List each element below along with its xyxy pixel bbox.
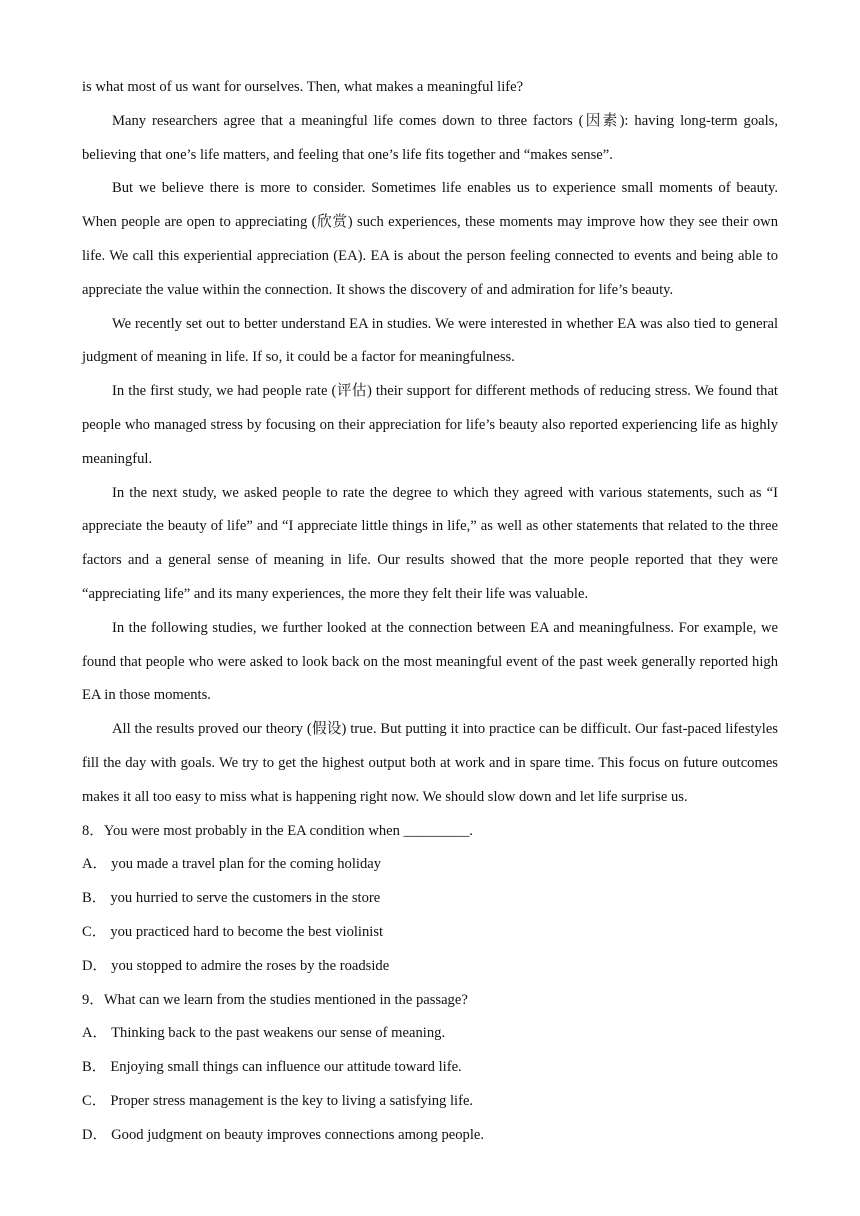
option-text: you hurried to serve the customers in the store xyxy=(110,890,381,907)
paragraph-7: In the following studies, we further looked at the connection between EA and meaningfulness. For example, we found that people who were asked to look back on the most meaningful event of the past week generally reported high EA in those moments. xyxy=(82,619,778,704)
option-text: Proper stress management is the key to living a satisfying life. xyxy=(110,1092,474,1109)
option-text: Thinking back to the past weakens our sense of meaning. xyxy=(111,1025,446,1042)
option-label: A． xyxy=(82,1025,108,1042)
option-text: you made a travel plan for the coming holiday xyxy=(111,856,382,873)
option-label: D． xyxy=(82,957,108,974)
option-label: D． xyxy=(82,1126,108,1143)
option-text: you stopped to admire the roses by the roadside xyxy=(111,957,390,974)
paragraph-8: All the results proved our theory (假设) true. But putting it into practice can be difficult. Our fast-paced lifestyles fill the day with goals. We try to get the highest output both at work and in spare time. This focus on future outcomes makes it all too easy to miss what is happening right now. We should slow down and let life surprise us. xyxy=(82,721,778,805)
option-label: A． xyxy=(82,856,108,873)
paragraph-1: is what most of us want for ourselves. Then, what makes a meaningful life? xyxy=(82,79,524,95)
question-number: 9． xyxy=(82,991,104,1008)
option-c[interactable] xyxy=(82,916,778,950)
paragraph-4: We recently set out to better understand EA in studies. We were interested in whether EA was also tied to general judgment of meaning in life. If so, it could be a factor for meaningfulness. xyxy=(82,315,778,366)
option-d[interactable] xyxy=(82,950,778,984)
question-9 xyxy=(82,984,778,1153)
option-c[interactable] xyxy=(82,1085,778,1119)
option-a[interactable] xyxy=(82,848,778,882)
option-d[interactable] xyxy=(82,1119,778,1153)
option-text: Enjoying small things can influence our attitude toward life. xyxy=(110,1059,462,1076)
question-stem xyxy=(82,815,778,849)
question-text: You were most probably in the EA condition when _________. xyxy=(103,822,473,839)
passage xyxy=(82,71,778,815)
option-label: B． xyxy=(82,890,107,907)
question-text: What can we learn from the studies mentioned in the passage? xyxy=(103,991,468,1008)
paragraph-2: Many researchers agree that a meaningful life comes down to three factors (因素): having long-term goals, believing that one’s life matters, and feeling that one’s life fits together and “makes sense”. xyxy=(82,112,778,163)
paragraph-6: In the next study, we asked people to rate the degree to which they agreed with various statements, such as “I appreciate the beauty of life” and “I appreciate little things in life,” as well as other statements that related to the three factors and a general sense of meaning in life. Our results showed that the more people reported that they were “appreciating life” and its many experiences, the more they felt their life was valuable. xyxy=(82,484,778,602)
question-number: 8． xyxy=(82,822,104,839)
option-text: Good judgment on beauty improves connections among people. xyxy=(111,1126,485,1143)
option-b[interactable] xyxy=(82,1051,778,1085)
option-label: C． xyxy=(82,1092,107,1109)
paragraph-5: In the first study, we had people rate (评估) their support for different methods of reducing stress. We found that people who managed stress by focusing on their appreciation for life’s beauty also reported experiencing life as highly meaningful. xyxy=(82,383,778,467)
option-text: you practiced hard to become the best violinist xyxy=(110,923,384,940)
option-label: B． xyxy=(82,1059,107,1076)
option-label: C． xyxy=(82,923,107,940)
paragraph-3: But we believe there is more to consider. Sometimes life enables us to experience small moments of beauty. When people are open to appreciating (欣赏) such experiences, these moments may improve how they see their own life. We call this experiential appreciation (EA). EA is about the person feeling connected to events and being able to appreciate the value within the connection. It shows the discovery of and admiration for life’s beauty. xyxy=(82,180,778,298)
option-b[interactable] xyxy=(82,882,778,916)
question-stem xyxy=(82,984,778,1018)
option-a[interactable] xyxy=(82,1017,778,1051)
question-8 xyxy=(82,815,778,984)
